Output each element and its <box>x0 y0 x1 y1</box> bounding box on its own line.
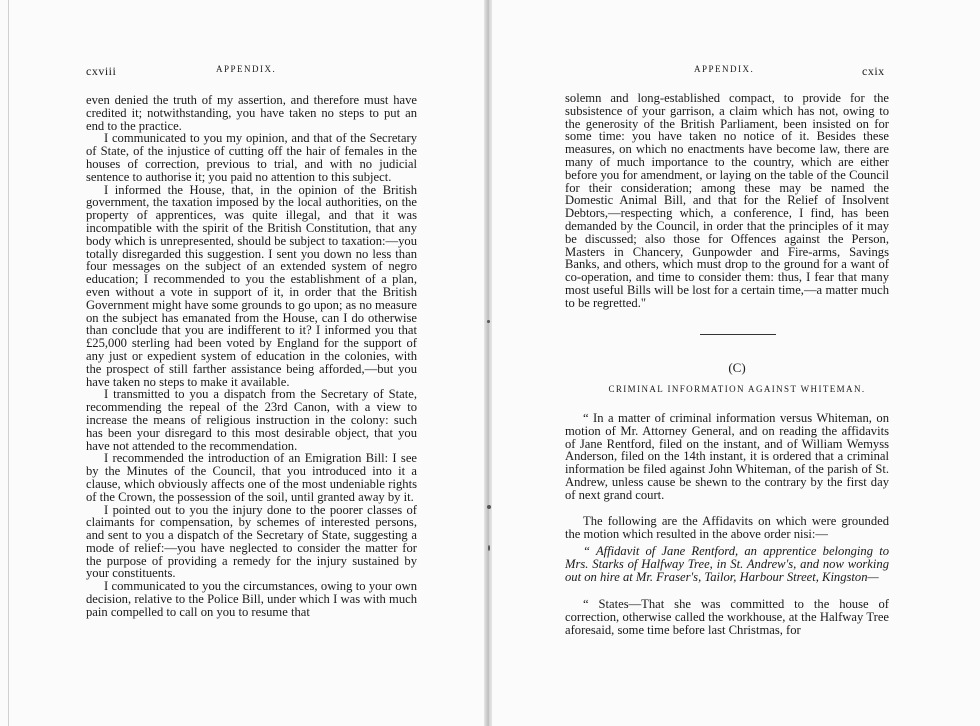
paragraph: I recommended the introduction of an Emigration Bill: I see by the Minutes of the Council, that you introduced into it a clause, which obviously affects one of the most undeniable rights of the Crown, the possession of the soil, until granted away by it. <box>86 451 417 504</box>
affidavit-heading <box>565 545 889 583</box>
right-body-text-top <box>565 92 889 310</box>
paragraph: “ Affidavit of Jane Rentford, an apprentice belonging to Mrs. Starks of Halfway Tree, in St. Andrew's, and now working out on hire at Mr. Fraser's, Tailor, Harbour Street, Kingston— <box>565 544 889 584</box>
section-divider <box>700 334 776 335</box>
scan-speck <box>488 545 490 551</box>
affidavits-intro <box>565 515 889 541</box>
right-page <box>492 0 980 726</box>
paragraph: “ States—That she was committed to the house of correction, otherwise called the workhouse, at the Halfway Tree aforesaid, some time before last Christmas, for <box>565 597 889 637</box>
right-folio: cxix <box>862 64 885 78</box>
paragraph: I pointed out to you the injury done to the poorer classes of claimants for compensation, by schemes of interested persons, and sent to you a dispatch of the Secretary of State, suggesting a mode of relief:—you have neglected to consider the matter for the purpose of providing a remedy for the injury sustained by your constituents. <box>86 502 417 581</box>
left-folio: cxviii <box>86 64 117 78</box>
paragraph: I communicated to you my opinion, and that of the Secretary of State, of the injustice of cutting off the hair of females in the houses of correction, previous to trial, and with no judicial sentence to authorise it; you paid no attention to this subject. <box>86 131 417 184</box>
scan-speck <box>487 320 490 323</box>
affidavit-text <box>565 598 889 636</box>
paragraph: “ In a matter of criminal information versus Whiteman, on motion of Mr. Attorney General, and on reading the affidavits of Jane Rentford, filed on the instant, and of William Wemyss Anderson, filed on the 14th instant, it is ordered that a criminal information be filed against John Whiteman, of the parish of St. Andrew, unless cause be shewn to the contrary by the first day of next grand court. <box>565 411 889 502</box>
order-text <box>565 412 889 502</box>
section-title: CRIMINAL INFORMATION AGAINST WHITEMAN. <box>608 384 866 394</box>
scan-speck <box>487 505 491 509</box>
paragraph: I informed the House, that, in the opinion of the British government, the taxation imposed by the local authorities, on the property of apprentices, was quite illegal, and that it was incompatible with the spirit of the British Constitution, that any body which is unrepresented, should be subject to taxation:—you totally disregarded this suggestion. I sent you down no less than four messages on the subject of an extended system of negro education; I recommended to you the establishment of a plan, even without a vote in support of it, in order that the British Government might have some grounds to go upon; as no measure on the subject has emanated from the House, can I do otherwise than conclude that you are indifferent to it? I informed you that £25,000 sterling had been voted by England for the support of any just or expedient system of education in the colonies, with the prospect of still farther assistance being afforded,—but you have taken no steps to make it available. <box>86 182 417 389</box>
paragraph: I transmitted to you a dispatch from the Secretary of State, recommending the repeal of the 23rd Canon, with a view to increase the means of religious instruction in the colony: such has been your disregard to this most desirable object, that you have not attended to the recommendation. <box>86 387 417 453</box>
right-running-head: APPENDIX. <box>694 64 755 74</box>
left-page <box>0 0 488 726</box>
paragraph: solemn and long-established compact, to provide for the subsistence of your garrison, a claim which has not, owing to the generosity of the British Parliament, been insisted on for some time: you have taken no notice of it. Besides these measures, on which no enactments have become law, there are many of much importance to the country, which are either before you for amendment, or laying on the table of the Council for their consideration; among these may be named the Domestic Animal Bill, and that for the Relief of Insolvent Debtors,—respecting which, a conference, I find, has been demanded by the Council, in order that the principles of it may be discussed; also those for Offences against the Person, Masters in Chancery, Gunpowder and Fire-arms, Savings Banks, and others, which must drop to the ground for a want of co-operation, and time to consider them: thus, I fear that many most useful Bills will be lost for a certain time,—a matter much to be regretted." <box>565 91 889 310</box>
left-running-head: APPENDIX. <box>216 64 277 74</box>
paragraph: I communicated to you the circumstances, owing to your own decision, relative to the Police Bill, under which I was with much pain compelled to call on you to resume that <box>86 579 417 619</box>
section-label: (C) <box>728 360 746 375</box>
left-body-text <box>86 94 417 619</box>
paragraph: even denied the truth of my assertion, and therefore must have credited it; notwithstanding, you have taken no steps to put an end to the practice. <box>86 93 417 133</box>
paragraph: The following are the Affidavits on which were grounded the motion which resulted in the above order nisi:— <box>565 514 889 541</box>
page-edge <box>8 0 9 726</box>
